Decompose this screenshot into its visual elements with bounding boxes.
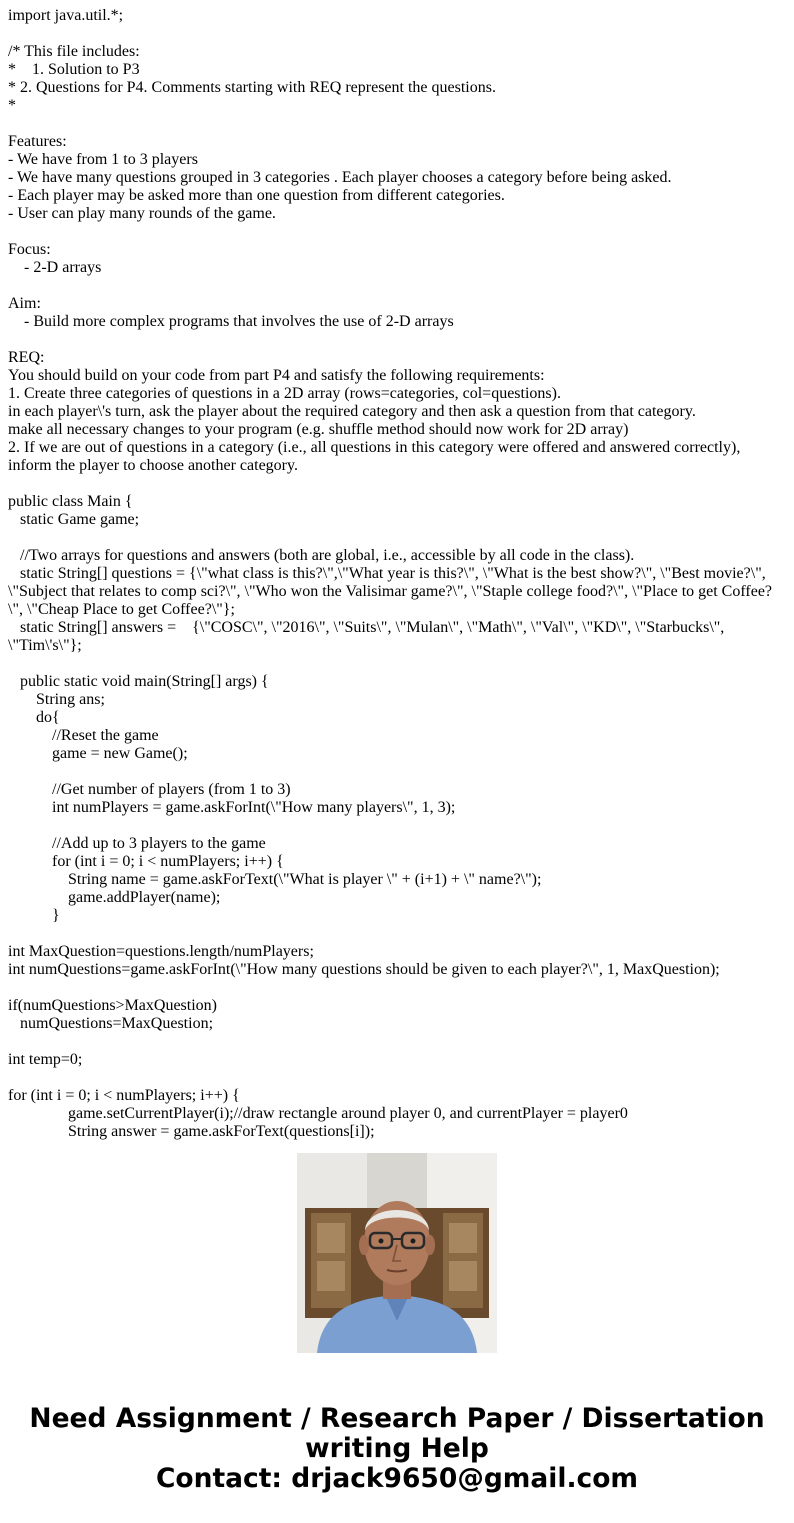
code-line: Features: [8, 133, 67, 150]
code-line: game.addPlayer(name); [8, 889, 221, 906]
code-line: You should build on your code from part P4 and satisfy the following requirements: [8, 367, 545, 384]
code-line: 2. If we are out of questions in a category (i.e., all questions in this category were offered and answered correctly), inform the player to choose another category. [8, 439, 745, 474]
code-line: REQ: [8, 349, 45, 366]
code-line: static Game game; [8, 511, 140, 528]
code-line: if(numQuestions>MaxQuestion) [8, 997, 217, 1014]
code-line: Aim: [8, 295, 41, 312]
blank-line [8, 115, 786, 133]
banner-line-2: writing Help [305, 1433, 489, 1464]
code-line: //Reset the game [8, 727, 159, 744]
code-line: /* This file includes: [8, 43, 140, 60]
blank-line [8, 223, 786, 241]
profile-photo-icon [297, 1153, 497, 1353]
code-line: numQuestions=MaxQuestion; [8, 1015, 214, 1032]
code-line: - We have many questions grouped in 3 categories . Each player chooses a category before being asked. [8, 169, 672, 186]
code-line: int MaxQuestion=questions.length/numPlayers; [8, 943, 314, 960]
code-line: static String[] answers = {\"COSC\", \"2016\", \"Suits\", \"Mulan\", \"Math\", \"Val\", \"KD\", \"Starbucks\", \"Tim\'s\"}; [8, 619, 729, 654]
code-line: public static void main(String[] args) { [8, 673, 269, 690]
code-line: String name = game.askForText(\"What is player \" + (i+1) + \" name?\"); [8, 871, 542, 888]
code-line: int temp=0; [8, 1051, 83, 1068]
code-line: game = new Game(); [8, 745, 188, 762]
code-document [8, 7, 786, 1140]
code-line: int numQuestions=game.askForInt(\"How many questions should be given to each player?\", 1, MaxQuestion); [8, 961, 720, 978]
code-line: String answer = game.askForText(questions[i]); [8, 1123, 375, 1140]
code-line: 1. Create three categories of questions in a 2D array (rows=categories, col=questions). [8, 385, 561, 402]
blank-line [8, 817, 786, 835]
code-line: for (int i = 0; i < numPlayers; i++) { [8, 1087, 240, 1104]
code-line: - User can play many rounds of the game. [8, 205, 276, 222]
code-line: //Add up to 3 players to the game [8, 835, 266, 852]
blank-line [8, 925, 786, 943]
code-line: make all necessary changes to your program (e.g. shuffle method should now work for 2D array) [8, 421, 629, 438]
contact-banner [0, 1404, 794, 1494]
code-line: game.setCurrentPlayer(i);//draw rectangle around player 0, and currentPlayer = player0 [8, 1105, 628, 1122]
code-line: //Get number of players (from 1 to 3) [8, 781, 291, 798]
code-line: * [8, 97, 16, 114]
blank-line [8, 655, 786, 673]
code-line: String ans; [8, 691, 105, 708]
blank-line [8, 763, 786, 781]
blank-line [8, 331, 786, 349]
code-line: for (int i = 0; i < numPlayers; i++) { [8, 853, 284, 870]
code-line: do{ [8, 709, 60, 726]
code-line: - 2-D arrays [8, 259, 102, 276]
blank-line [8, 475, 786, 493]
blank-line [8, 1033, 786, 1051]
code-line: int numPlayers = game.askForInt(\"How many players\", 1, 3); [8, 799, 456, 816]
code-line: public class Main { [8, 493, 133, 510]
blank-line [8, 1069, 786, 1087]
code-line: in each player\'s turn, ask the player about the required category and then ask a question from that category. [8, 403, 696, 420]
code-line: static String[] questions = {\"what class is this?\",\"What year is this?\", \"What is the best show?\", \"Best movie?\", \"Subject that relates to comp sci?\", \"Who won the Valisimar game?\", \"Staple college food?\", \"Place to get Coffee?\", \"Cheap Place to get Coffee?\"}; [8, 565, 773, 618]
code-line: * 1. Solution to P3 [8, 61, 140, 78]
code-line: * 2. Questions for P4. Comments starting with REQ represent the questions. [8, 79, 496, 96]
banner-contact-line: Contact: drjack9650@gmail.com [155, 1463, 639, 1494]
code-line: - We have from 1 to 3 players [8, 151, 198, 168]
blank-line [8, 25, 786, 43]
blank-line [8, 529, 786, 547]
blank-line [8, 277, 786, 295]
code-line: - Each player may be asked more than one question from different categories. [8, 187, 505, 204]
blank-line [8, 979, 786, 997]
code-line: Focus: [8, 241, 51, 258]
code-line: //Two arrays for questions and answers (both are global, i.e., accessible by all code in the class). [8, 547, 635, 564]
code-line: - Build more complex programs that involves the use of 2-D arrays [8, 313, 454, 330]
banner-line-1: Need Assignment / Research Paper / Dissertation [29, 1403, 765, 1434]
code-line: } [8, 907, 60, 924]
code-line: import java.util.*; [8, 7, 124, 24]
profile-photo [297, 1153, 497, 1353]
